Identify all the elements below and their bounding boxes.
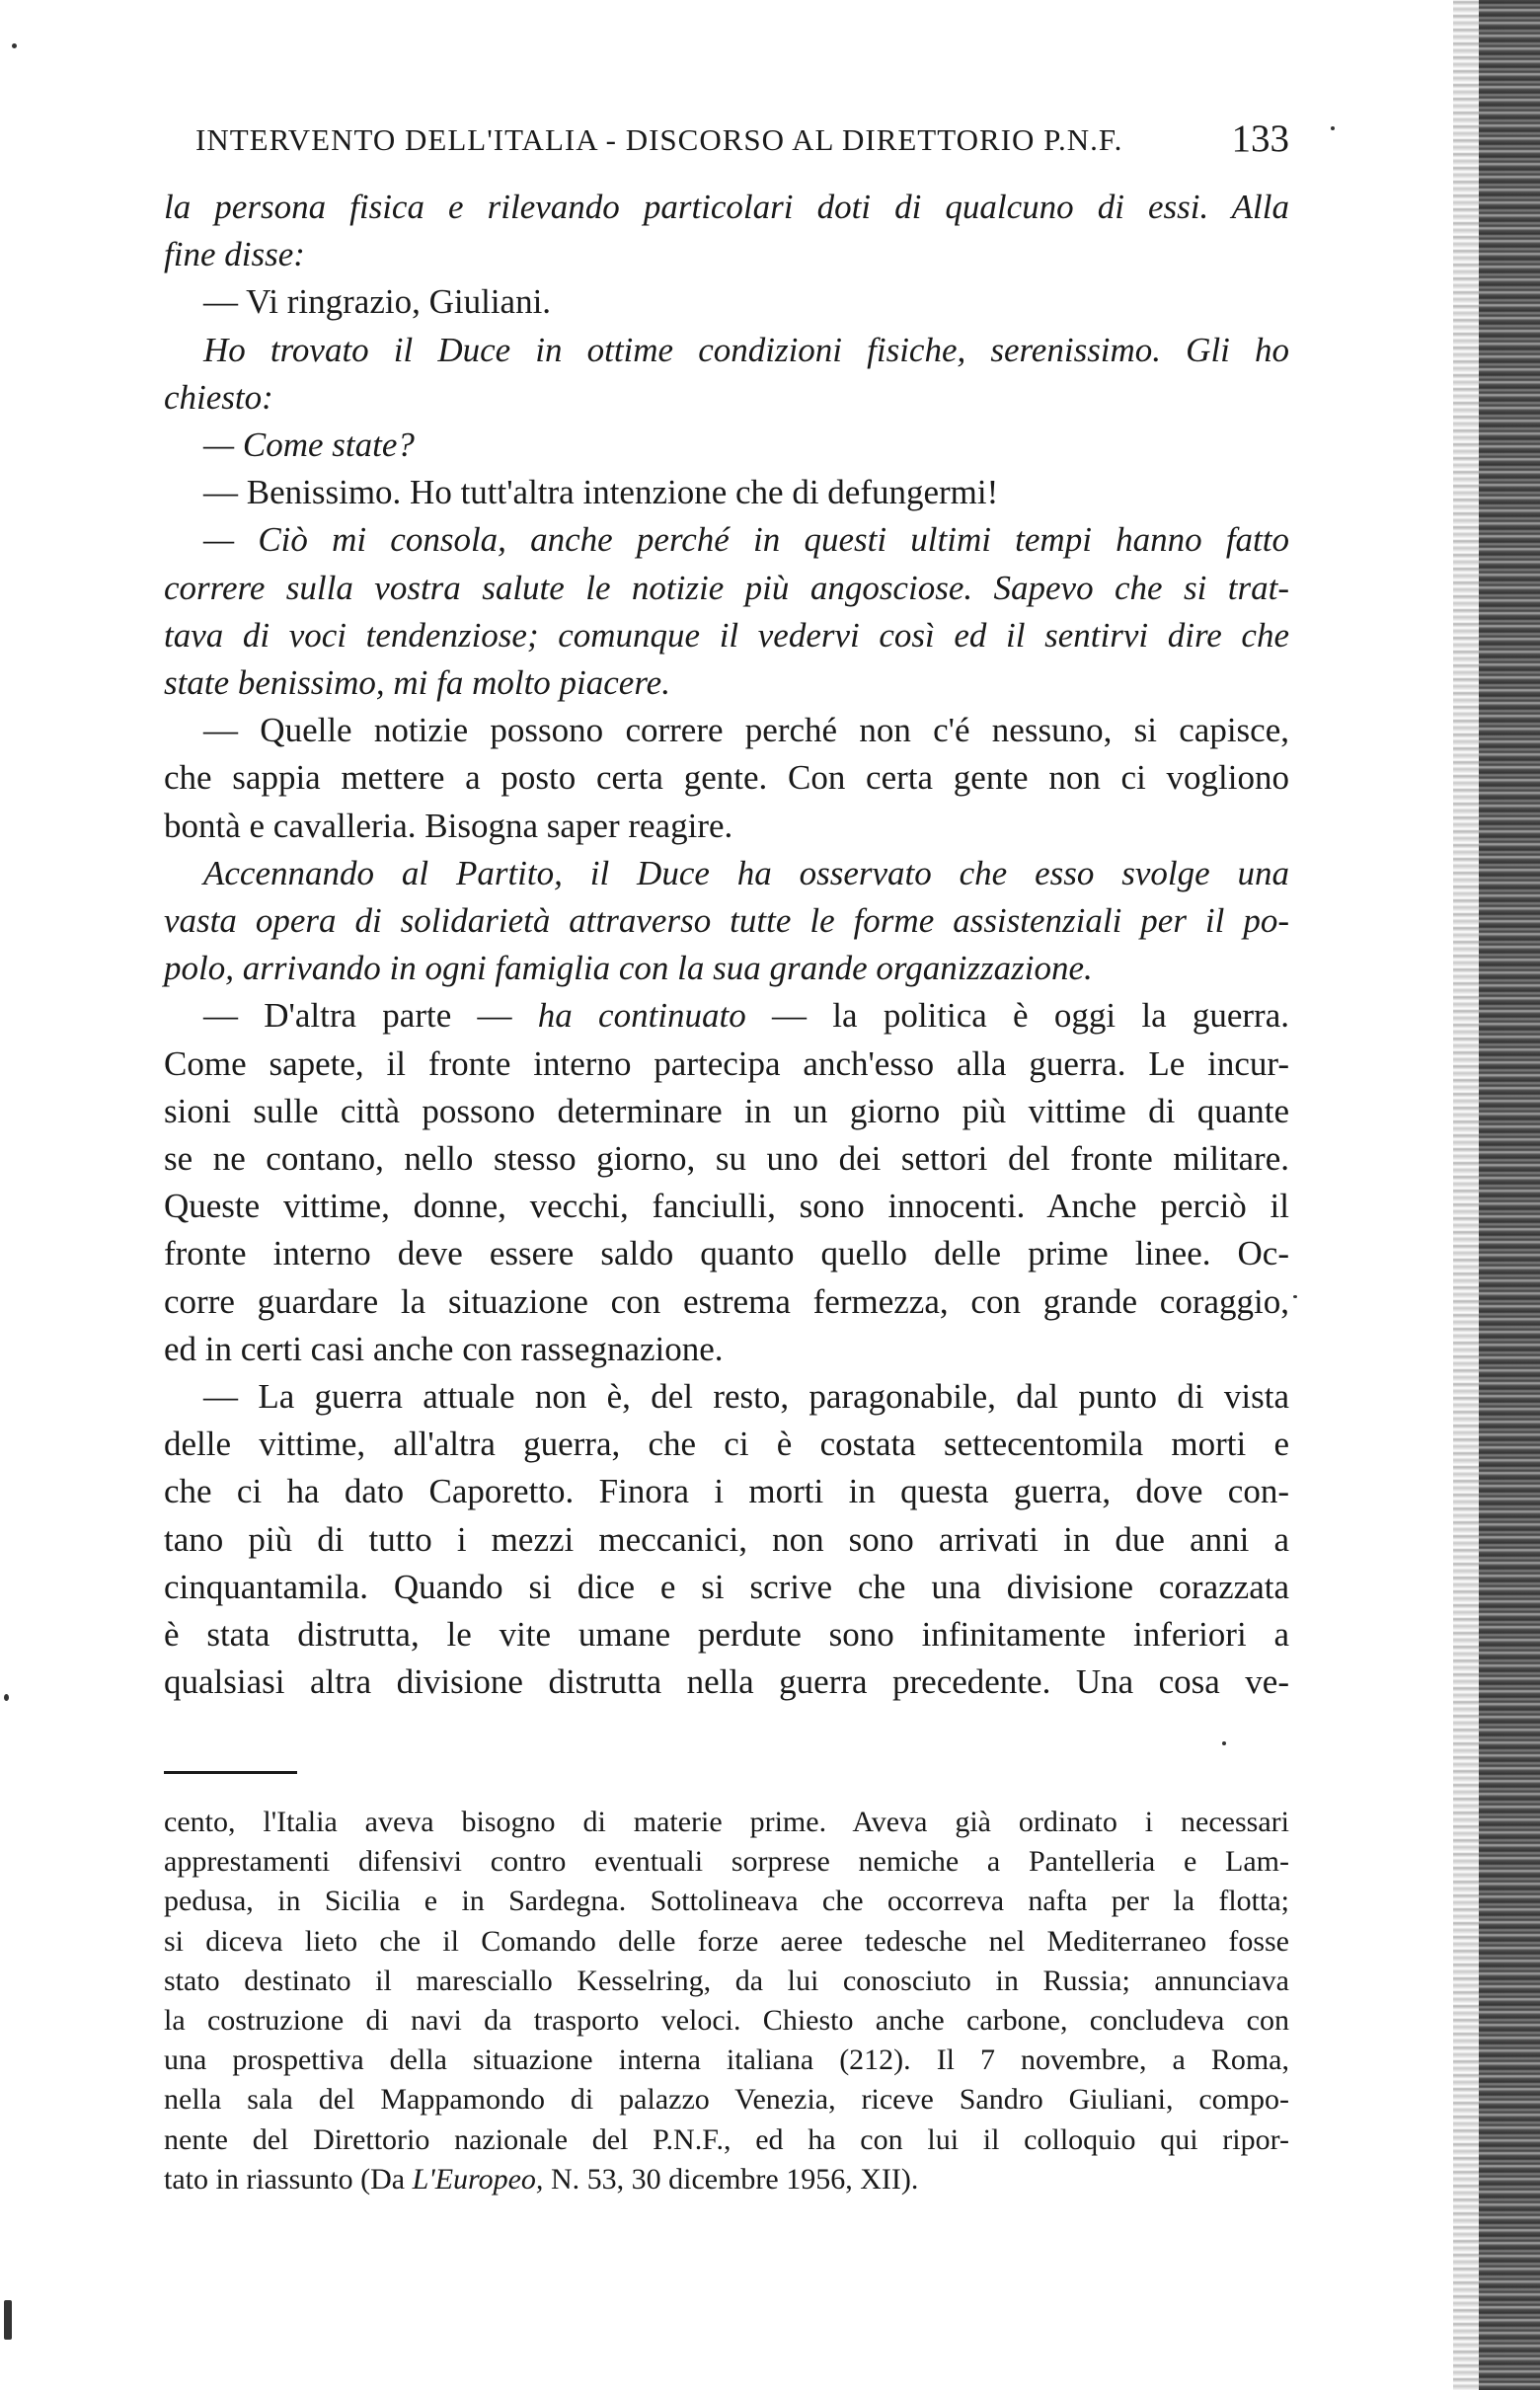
text-line: Ho trovato il Duce in ottime condizioni fisiche, serenissimo. Gli ho — [203, 330, 1289, 369]
page-number: 133 — [1231, 117, 1289, 160]
text-line: che sappia mettere a posto certa gente. Con certa gente non ci vogliono — [164, 758, 1289, 798]
footnote-line: una prospettiva della situazione interna italiana (212). Il 7 novembre, a Roma, — [164, 2043, 1289, 2077]
text-line: — Vi ringrazio, Giuliani. — [203, 282, 552, 322]
text-line: Come sapete, il fronte interno partecipa anch'esso alla guerra. Le incur- — [164, 1043, 1289, 1083]
footnote — [164, 1803, 1289, 2199]
text-span: tato in riassunto (Da — [164, 2162, 413, 2196]
footnote-separator — [164, 1771, 297, 1774]
text-line: fine disse: — [164, 235, 305, 274]
speck — [1293, 1295, 1297, 1298]
footnote-line: la costruzione di navi da trasporto veloci. Chiesto anche carbone, concludeva con — [164, 2004, 1289, 2038]
text-line: — La guerra attuale non è, del resto, paragonabile, dal punto di vista — [203, 1377, 1289, 1417]
text-line: state benissimo, mi fa molto piacere. — [164, 663, 670, 703]
text-line: chiesto: — [164, 377, 273, 417]
speck — [12, 43, 17, 48]
running-header — [195, 116, 1289, 176]
footnote-line: apprestamenti difensivi contro eventuali sorprese nemiche a Pantelleria e Lam- — [164, 1845, 1289, 1879]
text-line: delle vittime, all'altra guerra, che ci è costata settecentomila morti e — [164, 1425, 1289, 1464]
text-line: che ci ha dato Caporetto. Finora i morti in questa guerra, dove con- — [164, 1472, 1289, 1511]
footnote-line: si diceva lieto che il Comando delle forze aeree tedesche nel Mediterraneo fosse — [164, 1924, 1289, 1958]
text-line: — Come state? — [203, 425, 415, 465]
text-span: — la politica è oggi la guerra. — [745, 996, 1289, 1036]
text-line: vasta opera di solidarietà attraverso tutte le forme assistenziali per il po- — [164, 901, 1289, 941]
footnote-line: pedusa, in Sicilia e in Sardegna. Sottolineava che occorreva nafta per la flotta; — [164, 1885, 1289, 1918]
footnote-line: cento, l'Italia aveva bisogno di materie prime. Aveva già ordinato i necessari — [164, 1806, 1289, 1838]
text-line: — Benissimo. Ho tutt'altra intenzione che di defungermi! — [203, 473, 999, 512]
speck — [1331, 126, 1335, 130]
text-line: la persona fisica e rilevando particolari doti di qualcuno di essi. Alla — [164, 188, 1289, 226]
text-line-mixed — [164, 992, 1289, 1040]
text-line: è stata distrutta, le vite umane perdute sono infinitamente inferiori a — [164, 1615, 1289, 1655]
text-line: correre sulla vostra salute le notizie più angosciose. Sapevo che si trat- — [164, 568, 1289, 607]
text-line: se ne contano, nello stesso giorno, su uno dei settori del fronte militare. — [164, 1139, 1289, 1179]
text-line: qualsiasi altra divisione distrutta nella guerra precedente. Una cosa ve- — [164, 1662, 1289, 1702]
text-line: Queste vittime, donne, vecchi, fanciulli, sono innocenti. Anche perciò il — [164, 1187, 1289, 1226]
speck — [4, 2300, 12, 2340]
text-span-italic: ha continuato — [537, 996, 746, 1036]
speck — [4, 1694, 9, 1701]
footnote-line: nente del Direttorio nazionale del P.N.F., ed ha con lui il colloquio qui ripor- — [164, 2122, 1289, 2156]
speck — [1222, 1741, 1226, 1745]
footnote-line: stato destinato il maresciallo Kesselring, da lui conosciuto in Russia; annunciava — [164, 1964, 1289, 1997]
text-line: polo, arrivando in ogni famiglia con la sua grande organizzazione. — [164, 949, 1093, 988]
text-span: N. 53, 30 dicembre 1956, XII). — [543, 2162, 919, 2196]
text-line: corre guardare la situazione con estrema fermezza, con grande coraggio, — [164, 1281, 1289, 1321]
text-line: — Quelle notizie possono correre perché non c'é nessuno, si capisce, — [203, 711, 1289, 750]
text-line: — Ciò mi consola, anche perché in questi ultimi tempi hanno fatto — [203, 520, 1289, 560]
text-span-italic: L'Europeo, — [412, 2162, 544, 2196]
footnote-line-last — [164, 2160, 1289, 2199]
text-line: tano più di tutto i mezzi meccanici, non sono arrivati in due anni a — [164, 1519, 1289, 1559]
text-line: tava di voci tendenziose; comunque il vedervi così ed il sentirvi dire che — [164, 615, 1289, 655]
footnote-line: nella sala del Mappamondo di palazzo Venezia, riceve Sandro Giuliani, compo- — [164, 2083, 1289, 2117]
text-line: sioni sulle città possono determinare in un giorno più vittime di quante — [164, 1091, 1289, 1130]
main-text — [164, 184, 1289, 1707]
text-line: bontà e cavalleria. Bisogna saper reagire. — [164, 806, 733, 845]
text-line: fronte interno deve essere saldo quanto quello delle prime linee. Oc- — [164, 1234, 1289, 1273]
scan-edge-shadow — [1479, 0, 1540, 2390]
text-line: ed in certi casi anche con rassegnazione. — [164, 1329, 724, 1368]
running-title: INTERVENTO DELL'ITALIA - DISCORSO AL DIRETTORIO P.N.F. — [195, 122, 1123, 157]
text-line: cinquantamila. Quando si dice e si scrive che una divisione corazzata — [164, 1567, 1289, 1606]
text-span: — D'altra parte — — [203, 996, 538, 1036]
text-line: Accennando al Partito, il Duce ha osservato che esso svolge una — [203, 853, 1289, 892]
